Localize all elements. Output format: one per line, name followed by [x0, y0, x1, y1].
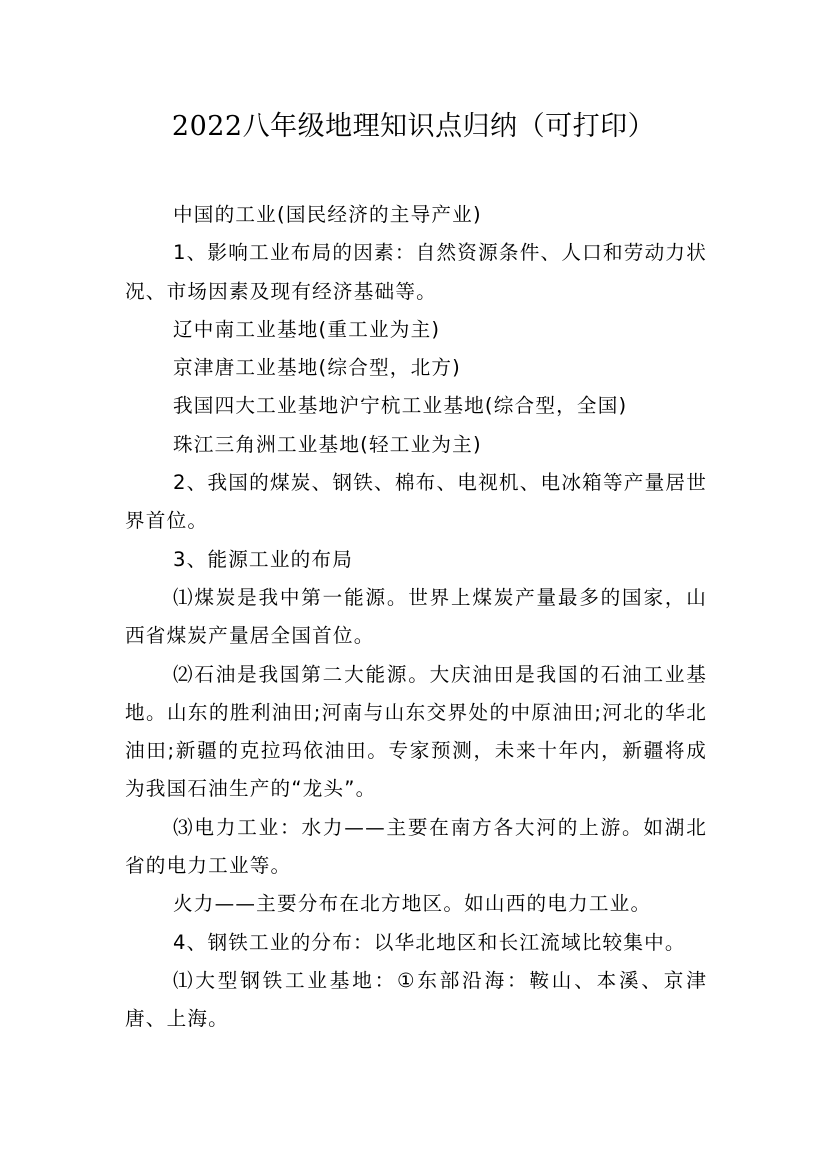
paragraph: ⑶电力工业：水力——主要在南方各大河的上游。如湖北省的电力工业等。 — [125, 815, 707, 878]
paragraph: 4、钢铁工业的分布：以华北地区和长江流域比较集中。 — [173, 930, 686, 954]
paragraph: 我国四大工业基地沪宁杭工业基地(综合型，全国) — [173, 394, 628, 418]
paragraph: 3、能源工业的布局 — [173, 547, 354, 571]
paragraph: 中国的工业(国民经济的主导产业) — [173, 203, 482, 226]
paragraph: ⑵石油是我国第二大能源。大庆油田是我国的石油工业基地。山东的胜利油田;河南与山东交界处的中原油田;河北的华北油田;新疆的克拉玛依油田。专家预测，未来十年内，新疆将成为我国石油生产的“龙头”。 — [125, 662, 707, 801]
paragraph: 1、影响工业布局的因素：自然资源条件、人口和劳动力状况、市场因素及现有经济基础等。 — [125, 241, 707, 303]
paragraph: ⑴煤炭是我中第一能源。世界上煤炭产量最多的国家，山西省煤炭产量居全国首位。 — [125, 585, 707, 648]
document-title: 2022八年级地理知识点归纳（可打印） — [171, 111, 656, 142]
paragraph: 京津唐工业基地(综合型，北方) — [173, 356, 462, 380]
paragraph: 火力——主要分布在北方地区。如山西的电力工业。 — [173, 892, 652, 916]
paragraph: ⑴大型钢铁工业基地：①东部沿海：鞍山、本溪、京津唐、上海。 — [125, 968, 707, 1031]
paragraph: 辽中南工业基地(重工业为主) — [173, 317, 441, 341]
document-body — [125, 196, 707, 1039]
paragraph: 珠江三角洲工业基地(轻工业为主) — [173, 432, 482, 456]
paragraph: 2、我国的煤炭、钢铁、棉布、电视机、电冰箱等产量居世界首位。 — [125, 471, 707, 533]
